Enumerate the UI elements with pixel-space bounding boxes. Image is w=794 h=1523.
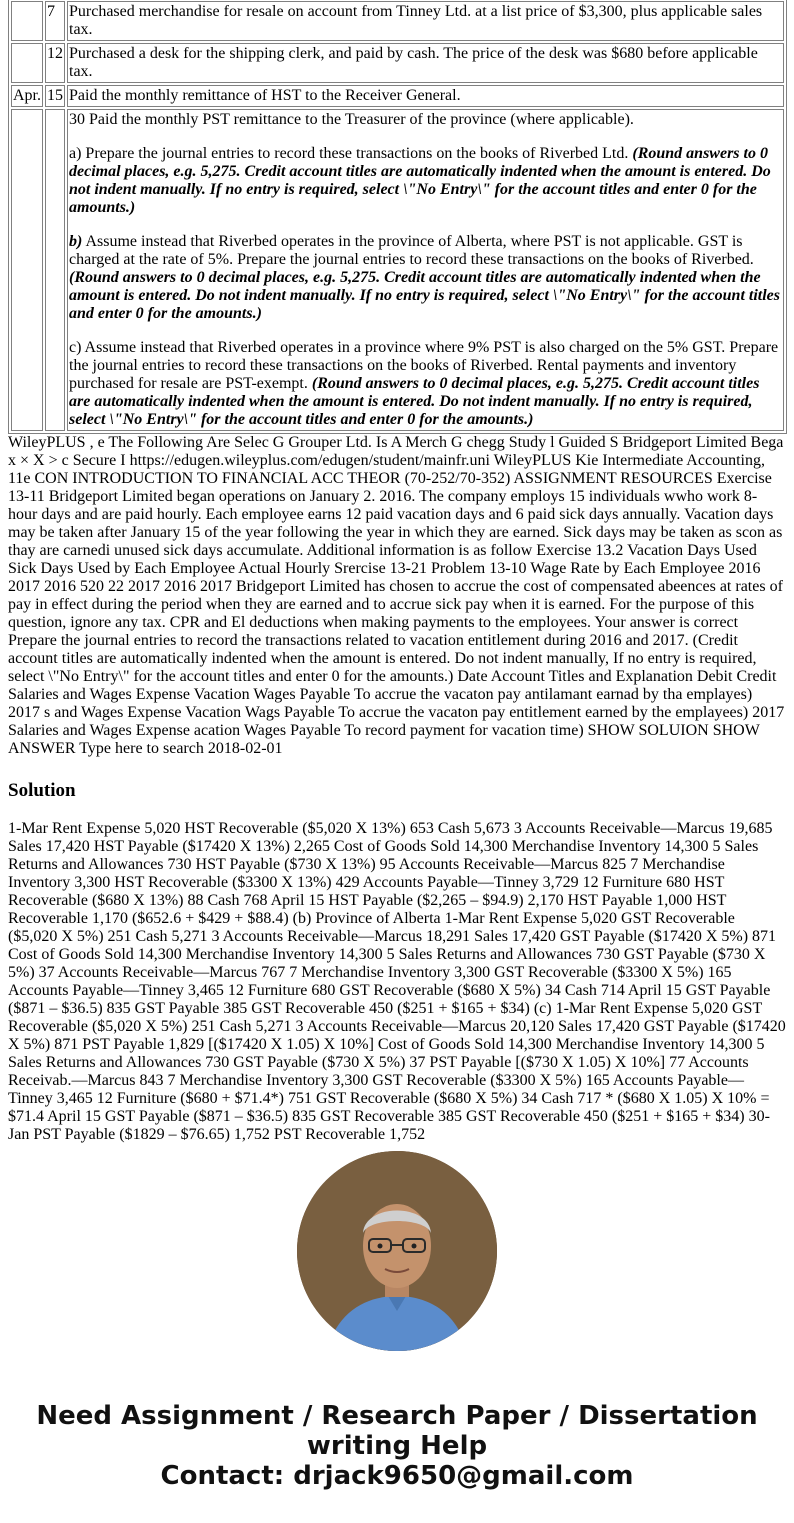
promo-contact: Contact: drjack9650@gmail.com (160, 1461, 634, 1491)
solution-text: 1-Mar Rent Expense 5,020 HST Recoverable ($5,020 X 13%) 653 Cash 5,673 3 Accounts Receivable—Marcus 19,685 Sales 17,420 HST Payable ($17420 X 13%) 2,265 Cost of Goods Sold 14,300 Merchandise Inventory 14,300 5 Sales Returns and Allowances 730 HST Payable ($730 X 13%) 95 Accounts Receivable—Marcus 825 7 Merchandise Inventory 3,300 HST Recoverable ($3300 X 13%) 429 Accounts Payable—Tinney 3,729 12 Furniture 680 HST Recoverable ($680 X 13%) 88 Cash 768 April 15 HST Payable ($2,265 – $94.9) 2,170 HST Payable 1,000 HST Recoverable 1,170 ($652.6 + $429 + $88.4) (b) Province of Alberta 1-Mar Rent Expense 5,020 GST Recoverable ($5,020 X 5%) 251 Cash 5,271 3 Accounts Receivable—Marcus 18,291 Sales 17,420 GST Payable ($17420 X 5%) 871 Cost of Goods Sold 14,300 Merchandise Inventory 14,300 5 Sales Returns and Allowances 730 GST Payable ($730 X 5%) 37 Accounts Receivable—Marcus 767 7 Merchandise Inventory 3,300 GST Recoverable ($3300 X 5%) 165 Accounts Payable—Tinney 3,465 12 Furniture 680 GST Recoverable ($680 X 5%) 34 Cash 714 April 15 GST Payable ($871 – $36.5) 835 GST Payable 385 GST Recoverable 450 ($251 + $165 + $34) (c) 1-Mar Rent Expense 5,020 GST Recoverable ($5,020 X 5%) 251 Cash 5,271 3 Accounts Receivable—Marcus 20,120 Sales 17,420 GST Payable ($17420 X 5%) 871 PST Payable 1,829 [($17420 X 1.05) X 10%] Cost of Goods Sold 14,300 Merchandise Inventory 14,300 5 Sales Returns and Allowances 730 GST Payable ($730 X 5%) 37 PST Payable [($730 X 1.05) X 10%] 77 Accounts Receivab.—Marcus 843 7 Merchandise Inventory 3,300 GST Recoverable ($3300 X 5%) 165 Accounts Payable—Tinney 3,465 12 Furniture ($680 + $71.4*) 751 GST Recoverable ($680 X 5%) 34 Cash 717 * ($680 X 1.05) X 10% = $71.4 April 15 GST Payable ($871 – $36.5) 835 GST Recoverable 385 GST Recoverable 450 ($251 + $165 + $34) 30-Jan PST Payable ($1829 – $76.65) 1,752 PST Recoverable 1,752 (8, 820, 786, 1143)
avatar-photo (297, 1151, 497, 1351)
table-row (11, 1, 784, 41)
transactions-table (8, 0, 787, 434)
scraped-question-text: WileyPLUS , e The Following Are Selec G Grouper Ltd. Is A Merch G chegg Study l Guided S Bridgeport Limited Bega x × X > c Secure I https://edugen.wileyplus.com/edugen/student/mainfr.uni WileyPLUS Kie Intermediate Accounting, 11e CON INTRODUCTION TO FINANCIAL ACC THEOR (70-252/70-352) ASSIGNMENT RESOURCES Exercise 13-11 Bridgeport Limited began operations on January 2. 2016. The company employs 15 individuals wwho work 8-hour days and are paid hourly. Each employee earns 12 paid vacation days and 6 paid sick days annually. Vacation days may be taken after January 15 of the year following the year in which they are earned. Sick days may be taken as scon as thay are carnedi unused sick days accumulate. Additional information is as follow Exercise 13.2 Vacation Days Used Sick Days Used by Each Employee Actual Hourly Srercise 13-21 Problem 13-10 Wage Rate by Each Employee 2016 2017 2016 520 22 2017 2016 2017 Bridgeport Limited has chosen to accrue the cost of compensated abeences at rates of pay in effect during the period when they are earned and to accrue sick pay when it is earned. For the purpose of this question, ignore any tax. CPR and El deductions when making payments to the employees. Your answer is correct Prepare the journal entries to record the transactions related to vacation entitlement during 2016 and 2017. (Credit account titles are automatically indented when the amount is entered. Do not indent manually, If no entry is required, select \"No Entry\" for the account titles and enter 0 for the amounts.) Date Account Titles and Explanation Debit Credit Salaries and Wages Expense Vacation Wages Payable To accrue the vacaton pay antilamant earnad by tha emplayes) 2017 s and Wages Expense Vacation Wags Payable To accrue the vacaton pay entitlement earned by the emplayees) 2017 Salaries and Wages Expense acation Wages Payable To record payment for vacation time) SHOW SOLUION SHOW ANSWER Type here to search 2018-02-01 (8, 434, 785, 757)
month-cell (11, 109, 43, 431)
description-cell: Paid the monthly remittance of HST to the Receiver General. (67, 85, 784, 107)
day-cell: 15 (45, 85, 65, 107)
month-cell: Apr. (11, 85, 43, 107)
part-b-label: b) (69, 233, 83, 250)
part-c-instruction (69, 339, 782, 429)
part-c-note: (Round answers to 0 decimal places, e.g. 5,275. Credit account titles are automatically indented when the amount is entered. Do not indent manually. If no entry is required, select \"No Entry\" for the account titles and enter 0 for the amounts.) (69, 375, 760, 428)
table-row (11, 43, 784, 83)
description-cell: Purchased merchandise for resale on account from Tinney Ltd. at a list price of $3,300, plus applicable sales tax. (67, 1, 784, 41)
promo-line-1: Need Assignment / Research Paper / Dissertation (36, 1401, 758, 1431)
month-cell (11, 1, 43, 41)
day-cell (45, 109, 65, 431)
day-cell: 12 (45, 43, 65, 83)
part-a-instruction (69, 145, 782, 217)
part-b-note: (Round answers to 0 decimal places, e.g. 5,275. Credit account titles are automatically indented when the amount is entered. Do not indent manually. If no entry is required, select \"No Entry\" for the account titles and enter 0 for the amounts.) (69, 269, 780, 322)
promo-line-2: writing Help (306, 1431, 488, 1461)
table-row (11, 85, 784, 107)
transaction-30-text: 30 Paid the monthly PST remittance to the Treasurer of the province (where applicable). (69, 111, 634, 128)
instructions-cell (67, 109, 784, 431)
solution-heading: Solution (8, 780, 76, 801)
part-a-text: a) Prepare the journal entries to record these transactions on the books of Riverbed Ltd. (69, 145, 633, 162)
day-cell: 7 (45, 1, 65, 41)
part-c-text: c) Assume instead that Riverbed operates in a province where 9% PST is also charged on the 5% GST. Prepare the journal entries to record these transactions on the books of Riverbed. Rental payments and inventory purchased for resale are PST-exempt. (69, 339, 779, 392)
part-a-note: (Round answers to 0 decimal places, e.g. 5,275. Credit account titles are automatically indented when the amount is entered. Do not indent manually. If no entry is required, select \"No Entry\" for the account titles and enter 0 for the amounts.) (69, 145, 771, 216)
month-cell (11, 43, 43, 83)
author-avatar (297, 1151, 497, 1351)
part-b-text: Assume instead that Riverbed operates in the province of Alberta, where PST is not applicable. GST is charged at the rate of 5%. Prepare the journal entries to record these transactions on the books of Riverbed. (69, 233, 754, 268)
person-portrait-icon (297, 1151, 497, 1351)
table-row (11, 109, 784, 431)
promo-banner (0, 1401, 794, 1491)
description-cell: Purchased a desk for the shipping clerk, and paid by cash. The price of the desk was $680 before applicable tax. (67, 43, 784, 83)
part-b-instruction (69, 233, 782, 323)
